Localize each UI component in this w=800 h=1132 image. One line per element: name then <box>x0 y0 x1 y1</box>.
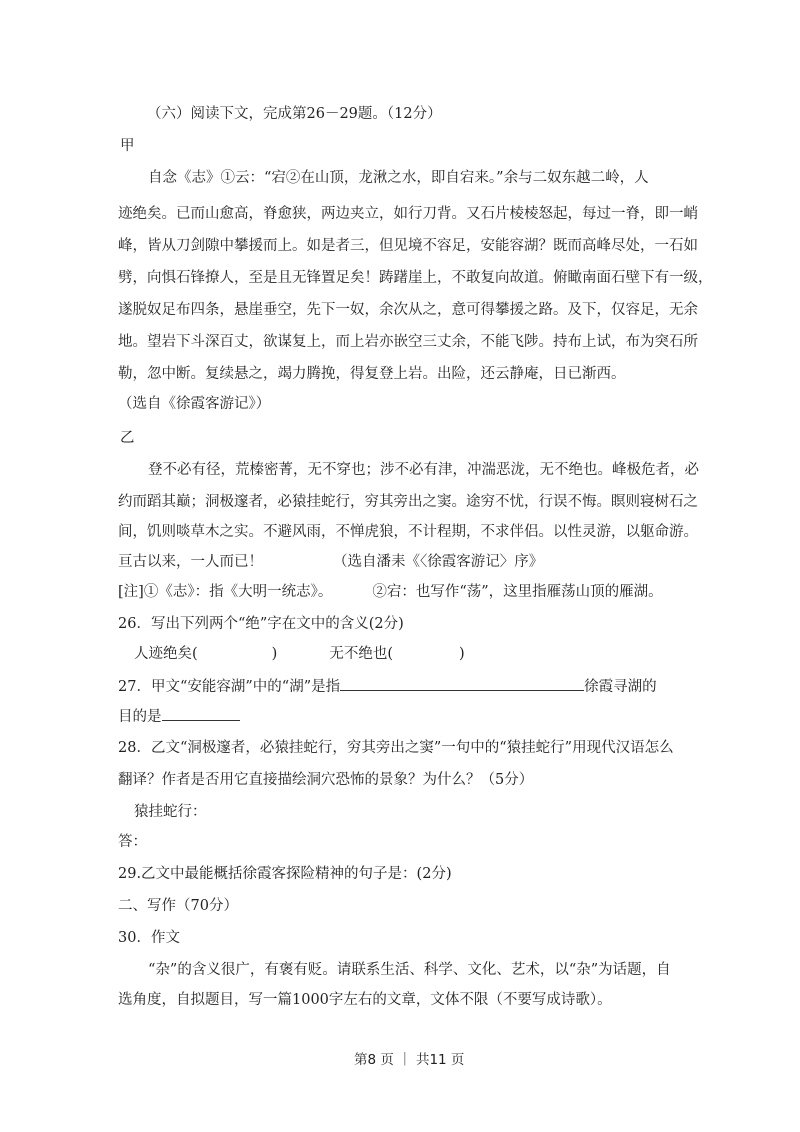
passage-yi-label: 乙 <box>120 430 135 446</box>
passage-jia-line: 遂脱奴足布四条，悬崖垂空，先下一奴，余次从之，意可得攀援之路。及下，仅容足，无余 <box>118 302 698 318</box>
question-26-answers <box>134 644 465 664</box>
passage-jia-label: 甲 <box>120 138 135 154</box>
question-28-line2: 翻译？作者是否用它直接描绘洞穴恐怖的景象？为什么？（5分） <box>118 772 534 788</box>
q26-item-a-label: 人迹绝矣( <box>134 646 198 662</box>
q26-item-a-close: ) <box>271 646 278 662</box>
q27-answer-blank-lake[interactable] <box>340 676 584 691</box>
q27-text-c: 目的是 <box>118 709 162 725</box>
note-zhi: [注]①《志》：指《大明一统志》。 <box>118 584 333 600</box>
passage-yi-line: 约而蹈其巅；洞极邃者，必猿挂蛇行，穷其旁出之窦。途穷不忧，行误不悔。瞑则寝树石之 <box>118 494 698 510</box>
question-27-line2 <box>118 706 240 727</box>
writing-section-heading: 二、写作（70分） <box>118 898 238 914</box>
section-heading: （六）阅读下文，完成第26－29题。（12分） <box>147 106 442 122</box>
passage-jia-line: 自念《志》①云：“宕②在山顶，龙湫之水，即自宕来。”余与二奴东越二岭，人 <box>148 170 649 186</box>
question-30: 30．作文 <box>118 930 180 946</box>
passage-yi-line: 登不必有径，荒榛密菁，无不穿也；涉不必有津，冲湍恶泷，无不绝也。峰极危者，必 <box>148 462 699 478</box>
q26-item-b-close: ) <box>459 646 465 662</box>
passage-jia-line: 迹绝矣。已而山愈高，脊愈狭，两边夹立，如行刀背。又石片棱棱怒起，每过一脊，即一峭 <box>118 206 698 222</box>
q27-answer-blank-purpose[interactable] <box>162 706 240 721</box>
question-29: 29.乙文中最能概括徐霞客探险精神的句子是：(2分) <box>118 866 452 882</box>
q27-text-b: 徐霞寻湖的 <box>584 679 657 695</box>
question-26: 26．写出下列两个“绝”字在文中的含义(2分) <box>118 616 404 632</box>
passage-yi-last-text: 亘古以来，一人而已！ <box>118 554 263 570</box>
passage-yi-line: 间，饥则啖草木之实。不避风雨，不惮虎狼，不计程期，不求伴侣。以性灵游，以躯命游。 <box>118 524 698 540</box>
q28-answer-label: 答： <box>118 834 147 850</box>
annotation-line <box>118 582 663 602</box>
q27-text-a: 27．甲文“安能容湖”中的“湖”是指 <box>118 679 341 695</box>
note-dang: ②宕：也写作“荡”，这里指雁荡山顶的雁湖。 <box>372 584 663 600</box>
passage-jia-line: 峰，皆从刀剑隙中攀援而上。如是者三，但见境不容足，安能容湖？既而高峰尽处，一石如 <box>118 238 698 254</box>
passage-yi-source: （选自潘耒《〈徐霞客游记〉序》 <box>333 554 544 570</box>
question-28-line1: 28．乙文“洞极邃者，必猿挂蛇行，穷其旁出之窦”一句中的“猿挂蛇行”用现代汉语怎么 <box>118 740 674 756</box>
question-27-line1 <box>118 676 657 697</box>
essay-prompt-line: “杂”的含义很广，有褒有贬。请联系生活、科学、文化、艺术，以“杂”为话题，自 <box>148 962 671 978</box>
passage-jia-source: （选自《徐霞客游记》） <box>118 396 271 412</box>
passage-jia-line: 勒，忽中断。复续悬之，竭力腾挽，得复登上岩。出险，还云静庵，日已渐西。 <box>118 366 626 382</box>
page-number-footer: 第8 页 ｜ 共11 页 <box>354 1052 465 1068</box>
passage-yi-last-line <box>118 552 543 572</box>
passage-jia-line: 地。望岩下斗深百丈，欲谋复上，而上岩亦嵌空三丈余，不能飞陟。持布上试，布为突石所 <box>118 334 698 350</box>
essay-prompt-line: 选角度，自拟题目，写一篇1000字左右的文章，文体不限（不要写成诗歌）。 <box>118 992 612 1008</box>
passage-jia-line: 劈，向惧石锋撩人，至是且无锋置足矣！踌躇崖上，不敢复向故道。俯瞰南面石壁下有一级， <box>118 270 713 286</box>
q26-item-b-label: 无不绝也( <box>329 646 394 662</box>
q28-translation-label: 猿挂蛇行： <box>134 804 207 820</box>
